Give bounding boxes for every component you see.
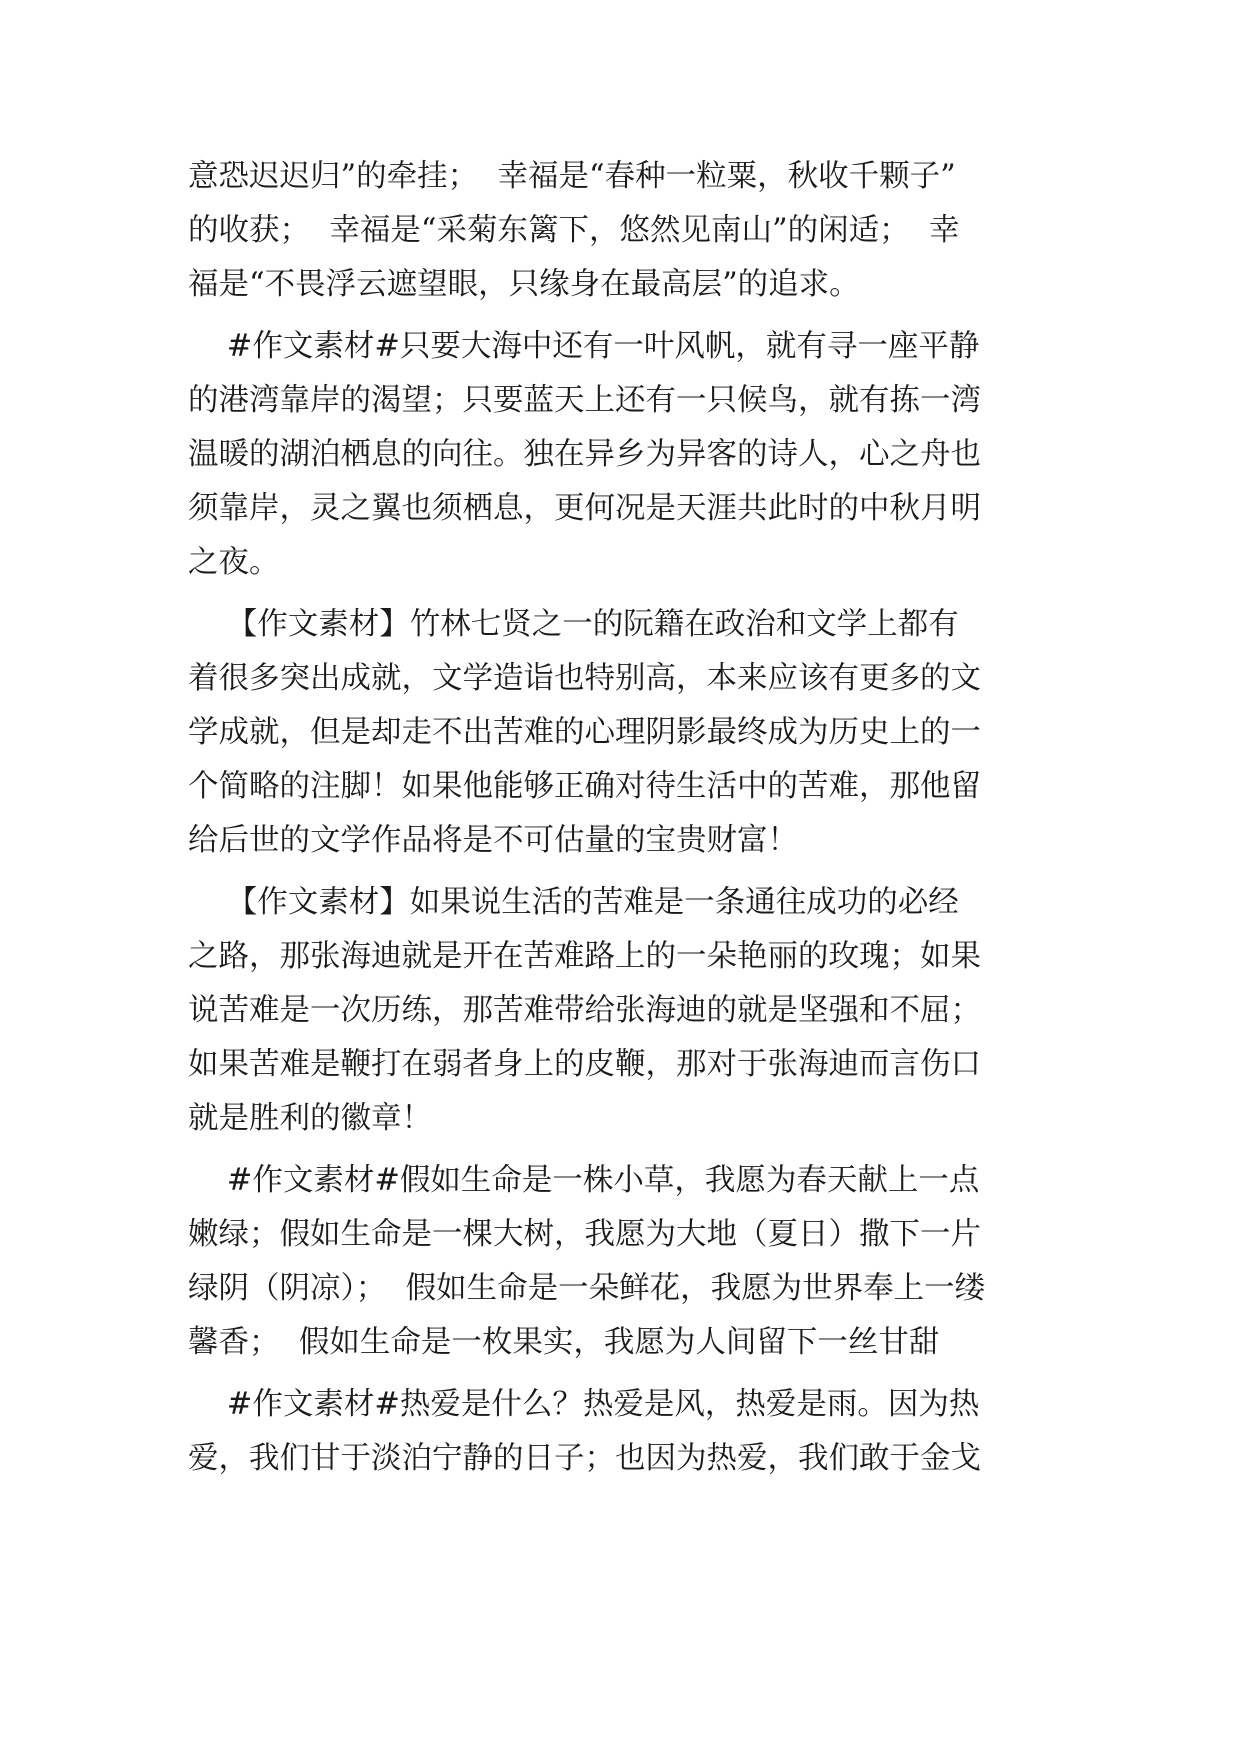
text-line: 福是“不畏浮云遮望眼，只缘身在最高层”的追求。 [188,267,860,302]
text-line: 之路，那张海迪就是开在苦难路上的一朵艳丽的玫瑰；如果 [188,939,981,974]
paragraph-5 [188,1154,1058,1370]
paragraph-4 [188,876,1058,1146]
text-line: 之夜。 [188,545,280,580]
text-line: 着很多突出成就，文学造诣也特别高，本来应该有更多的文 [188,661,981,696]
text-line: 个简略的注脚！如果他能够正确对待生活中的苦难，那他留 [188,769,981,804]
paragraph-3 [188,598,1058,868]
text-line: 绿阴（阴凉）； 假如生命是一朵鲜花，我愿为世界奉上一缕 [188,1271,986,1306]
text-line: #作文素材#热爱是什么？热爱是风，热爱是雨。因为热 [188,1387,980,1422]
text-line: #作文素材#假如生命是一株小草，我愿为春天献上一点 [188,1163,980,1198]
text-line: 意恐迟迟归”的牵挂； 幸福是“春种一粒粟，秋收千颗子” [188,159,956,194]
text-line: 嫩绿；假如生命是一棵大树，我愿为大地（夏日）撒下一片 [188,1217,981,1252]
text-line: 须靠岸，灵之翼也须栖息，更何况是天涯共此时的中秋月明 [188,491,981,526]
text-line: 就是胜利的徽章！ [188,1101,432,1136]
text-line: 馨香； 假如生命是一枚果实，我愿为人间留下一丝甘甜 [188,1325,940,1360]
text-line: 给后世的文学作品将是不可估量的宝贵财富！ [188,823,798,858]
text-line: 如果苦难是鞭打在弱者身上的皮鞭，那对于张海迪而言伤口 [188,1047,981,1082]
paragraph-6 [188,1378,1058,1486]
document-body [188,150,1058,1494]
text-line: 说苦难是一次历练，那苦难带给张海迪的就是坚强和不屈； [188,993,981,1028]
text-line: 的收获； 幸福是“采菊东篱下，悠然见南山”的闲适； 幸 [188,213,960,248]
paragraph-2 [188,320,1058,590]
text-line: 【作文素材】竹林七贤之一的阮籍在政治和文学上都有 [188,607,959,642]
text-line: 学成就，但是却走不出苦难的心理阴影最终成为历史上的一 [188,715,981,750]
paragraph-1 [188,150,1058,312]
text-line: 的港湾靠岸的渴望；只要蓝天上还有一只候鸟，就有拣一湾 [188,383,981,418]
text-line: 温暖的湖泊栖息的向往。独在异乡为异客的诗人，心之舟也 [188,437,981,472]
text-line: 爱，我们甘于淡泊宁静的日子；也因为热爱，我们敢于金戈 [188,1441,981,1476]
text-line: 【作文素材】如果说生活的苦难是一条通往成功的必经 [188,885,959,920]
text-line: #作文素材#只要大海中还有一叶风帆，就有寻一座平静 [188,329,980,364]
